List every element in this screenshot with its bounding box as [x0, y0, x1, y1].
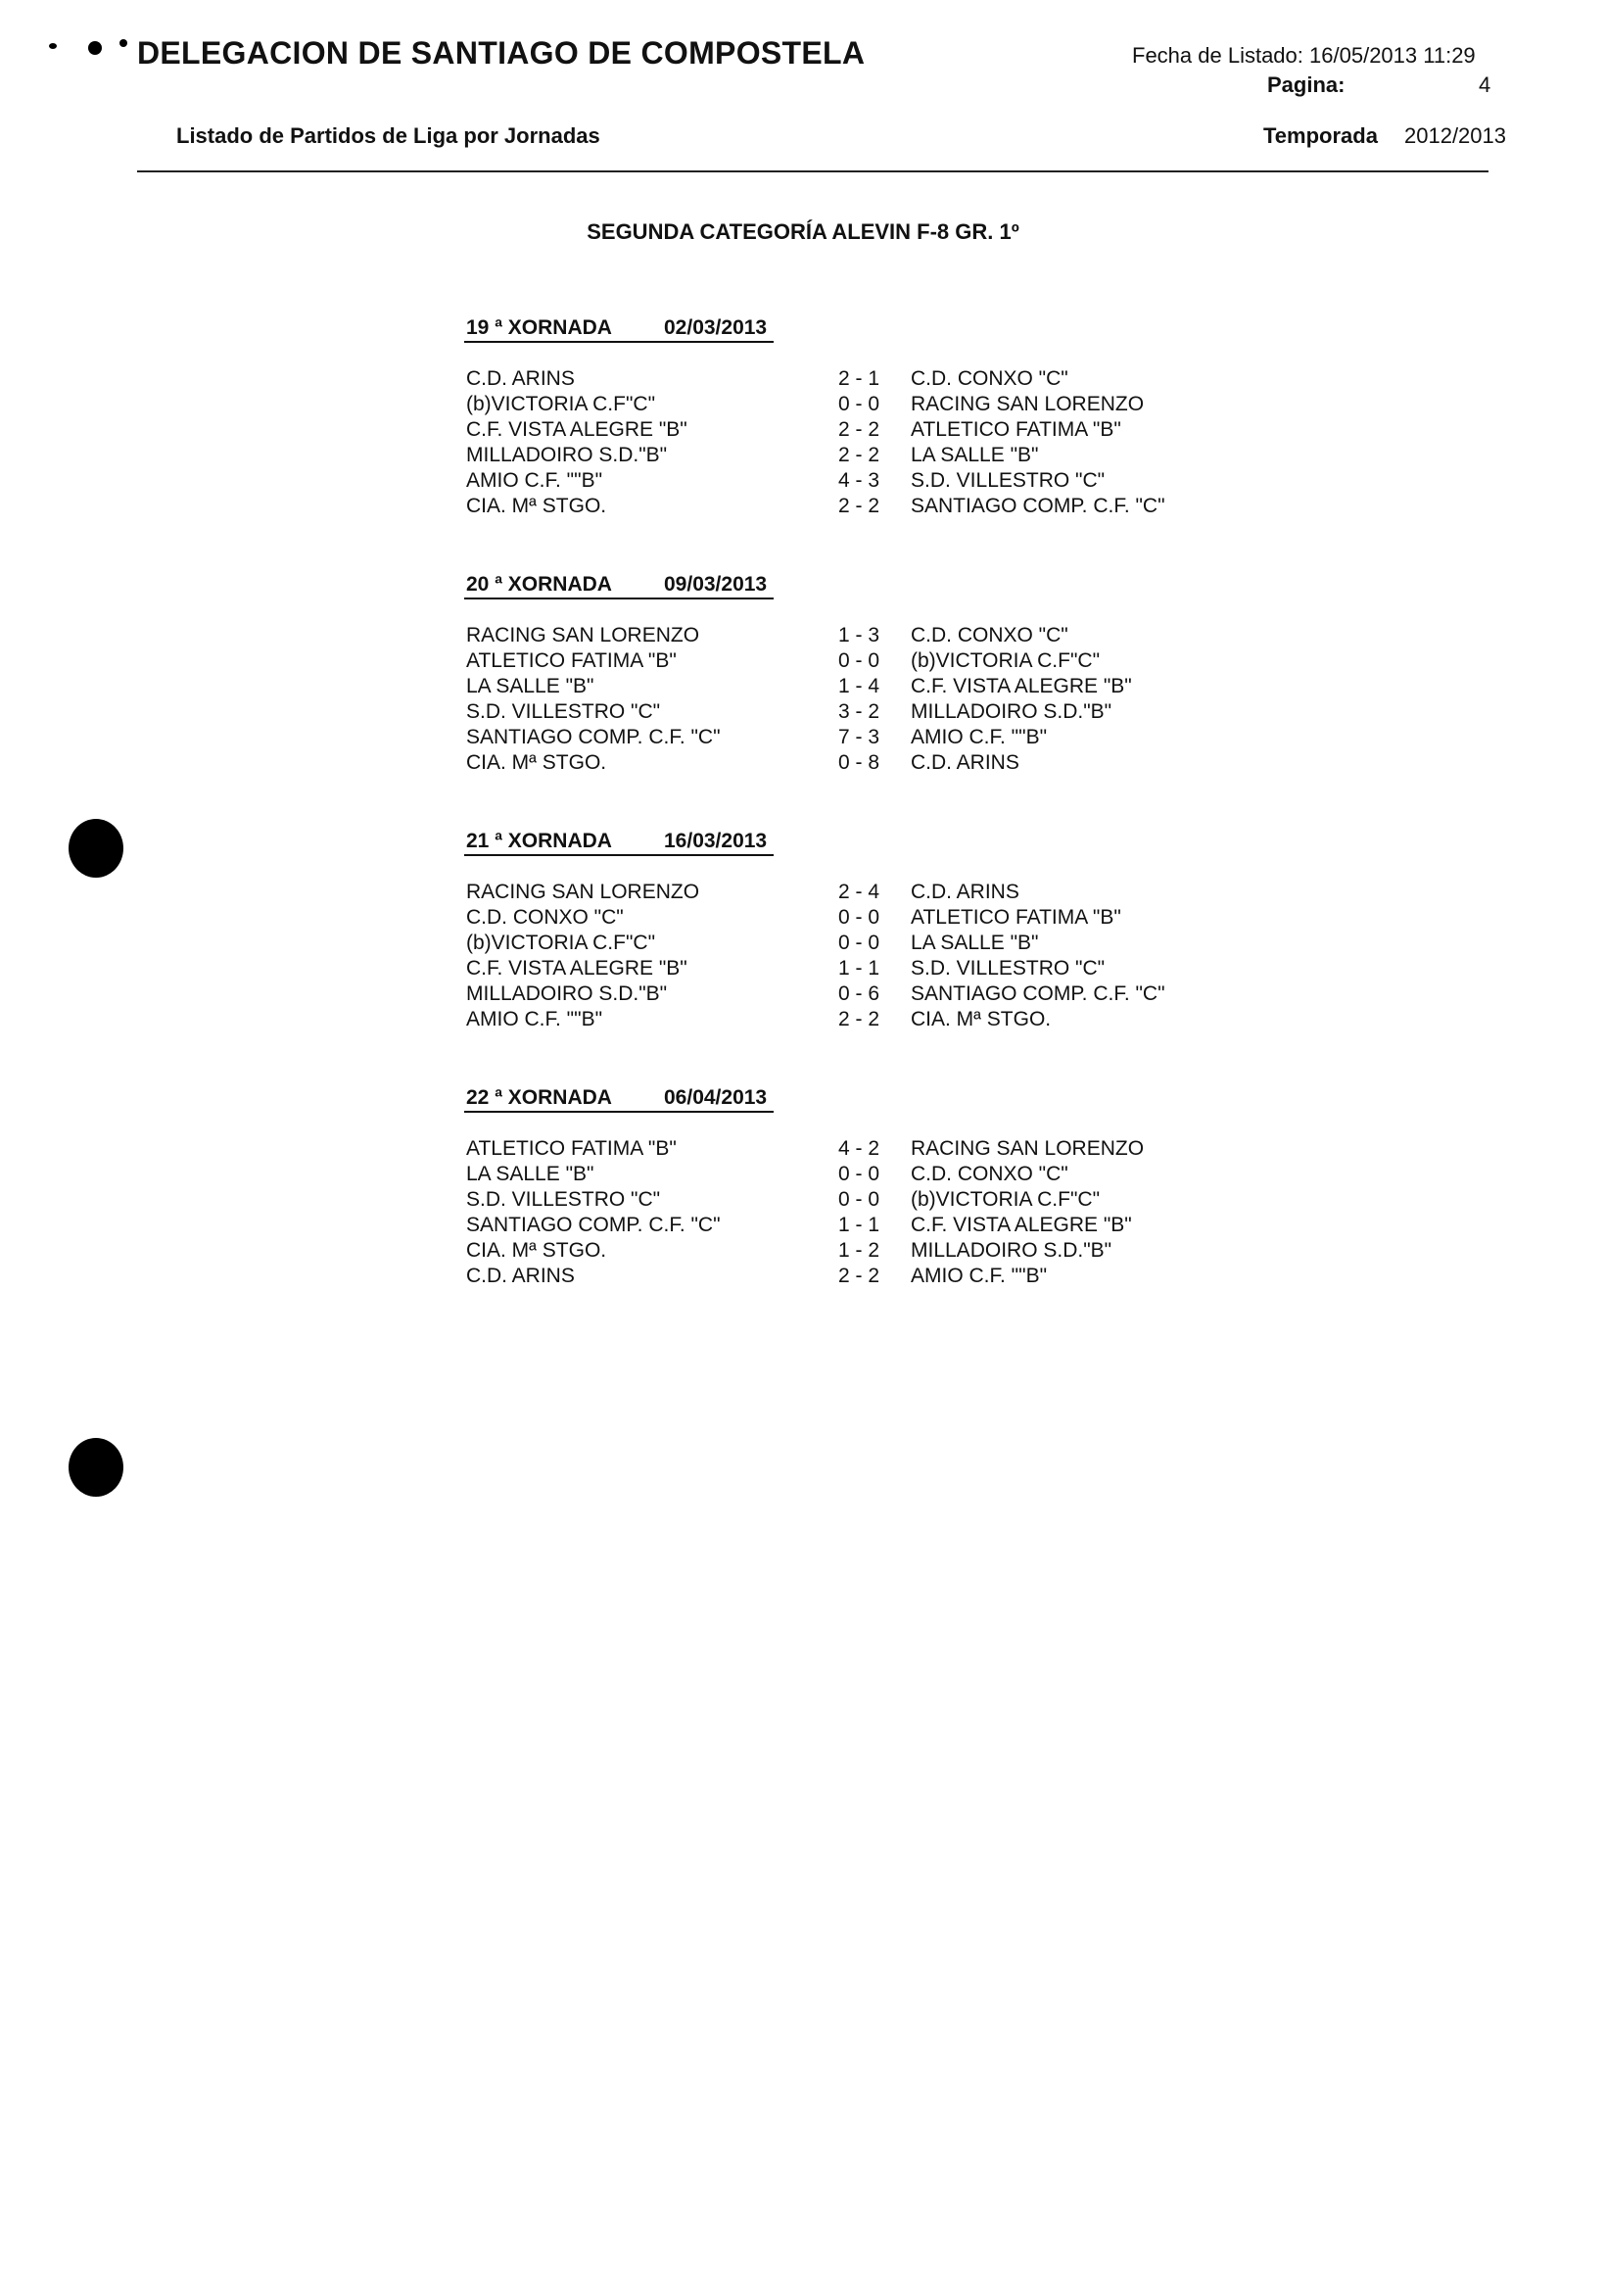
match-row — [464, 1137, 1208, 1163]
season-label: Temporada — [1263, 123, 1378, 148]
away-team: C.F. VISTA ALEGRE "B" — [911, 1214, 1132, 1236]
match-score: 0 - 0 — [838, 1163, 880, 1185]
home-team: AMIO C.F. ""B" — [466, 469, 603, 492]
home-team: CIA. Mª STGO. — [466, 751, 607, 774]
match-score: 0 - 0 — [838, 1188, 880, 1211]
away-team: C.F. VISTA ALEGRE "B" — [911, 675, 1132, 697]
match-score: 2 - 2 — [838, 444, 880, 466]
match-score: 0 - 0 — [838, 906, 880, 929]
home-team: SANTIAGO COMP. C.F. "C" — [466, 1214, 721, 1236]
listing-date-value: 16/05/2013 11:29 — [1309, 43, 1476, 68]
match-score: 1 - 4 — [838, 675, 880, 697]
round-name: 19 ª XORNADA — [466, 316, 612, 339]
match-score: 2 - 2 — [838, 495, 880, 517]
away-team: RACING SAN LORENZO — [911, 393, 1145, 415]
match-row — [464, 367, 1208, 393]
match-score: 1 - 1 — [838, 1214, 880, 1236]
match-score: 0 - 8 — [838, 751, 880, 774]
match-row — [464, 957, 1208, 982]
away-team: S.D. VILLESTRO "C" — [911, 957, 1106, 980]
header-divider — [137, 170, 1488, 172]
home-team: ATLETICO FATIMA "B" — [466, 649, 677, 672]
match-score: 0 - 0 — [838, 649, 880, 672]
match-score: 1 - 3 — [838, 624, 880, 646]
away-team: AMIO C.F. ""B" — [911, 726, 1048, 748]
round-header — [464, 311, 774, 343]
match-score: 7 - 3 — [838, 726, 880, 748]
match-row — [464, 751, 1208, 777]
listing-date-label: Fecha de Listado: — [1132, 43, 1303, 68]
match-row — [464, 700, 1208, 726]
away-team: MILLADOIRO S.D."B" — [911, 1239, 1112, 1262]
home-team: C.D. CONXO "C" — [466, 906, 624, 929]
match-row — [464, 881, 1208, 906]
away-team: S.D. VILLESTRO "C" — [911, 469, 1106, 492]
match-score: 2 - 2 — [838, 418, 880, 441]
away-team: MILLADOIRO S.D."B" — [911, 700, 1112, 723]
away-team: CIA. Mª STGO. — [911, 1008, 1052, 1030]
punch-hole-bottom — [69, 1438, 123, 1497]
match-score: 0 - 6 — [838, 982, 880, 1005]
away-team: RACING SAN LORENZO — [911, 1137, 1145, 1160]
away-team: LA SALLE "B" — [911, 932, 1039, 954]
listing-date — [1132, 43, 1476, 69]
match-score: 2 - 2 — [838, 1008, 880, 1030]
away-team: (b)VICTORIA C.F"C" — [911, 649, 1101, 672]
round-21 — [464, 825, 1208, 1033]
round-name: 22 ª XORNADA — [466, 1086, 612, 1109]
round-date: 16/03/2013 — [664, 830, 768, 852]
match-row — [464, 1239, 1208, 1265]
match-row — [464, 1265, 1208, 1290]
home-team: MILLADOIRO S.D."B" — [466, 982, 668, 1005]
document-title: DELEGACION DE SANTIAGO DE COMPOSTELA — [137, 35, 866, 71]
home-team: CIA. Mª STGO. — [466, 1239, 607, 1262]
listing-subtitle: Listado de Partidos de Liga por Jornadas — [176, 123, 600, 148]
match-row — [464, 495, 1208, 520]
home-team: ATLETICO FATIMA "B" — [466, 1137, 677, 1160]
match-row — [464, 726, 1208, 751]
home-team: SANTIAGO COMP. C.F. "C" — [466, 726, 721, 748]
page-number: 4 — [1479, 72, 1491, 97]
match-score: 2 - 2 — [838, 1265, 880, 1287]
away-team: C.D. ARINS — [911, 751, 1019, 774]
match-score: 2 - 4 — [838, 881, 880, 903]
away-team: ATLETICO FATIMA "B" — [911, 418, 1121, 441]
away-team: C.D. CONXO "C" — [911, 1163, 1068, 1185]
home-team: RACING SAN LORENZO — [466, 881, 700, 903]
away-team: AMIO C.F. ""B" — [911, 1265, 1048, 1287]
match-row — [464, 1163, 1208, 1188]
round-name: 21 ª XORNADA — [466, 830, 612, 852]
away-team: C.D. CONXO "C" — [911, 367, 1068, 390]
away-team: ATLETICO FATIMA "B" — [911, 906, 1121, 929]
match-score: 0 - 0 — [838, 932, 880, 954]
home-team: C.F. VISTA ALEGRE "B" — [466, 957, 687, 980]
match-score: 4 - 3 — [838, 469, 880, 492]
away-team: C.D. ARINS — [911, 881, 1019, 903]
home-team: RACING SAN LORENZO — [466, 624, 700, 646]
match-score: 2 - 1 — [838, 367, 880, 390]
match-row — [464, 932, 1208, 957]
home-team: (b)VICTORIA C.F"C" — [466, 932, 656, 954]
away-team: SANTIAGO COMP. C.F. "C" — [911, 495, 1165, 517]
home-team: MILLADOIRO S.D."B" — [466, 444, 668, 466]
round-19 — [464, 311, 1208, 520]
home-team: (b)VICTORIA C.F"C" — [466, 393, 656, 415]
match-row — [464, 649, 1208, 675]
match-score: 4 - 2 — [838, 1137, 880, 1160]
home-team: LA SALLE "B" — [466, 675, 594, 697]
home-team: LA SALLE "B" — [466, 1163, 594, 1185]
match-score: 1 - 1 — [838, 957, 880, 980]
match-row — [464, 469, 1208, 495]
season-value: 2012/2013 — [1404, 123, 1506, 148]
match-score: 0 - 0 — [838, 393, 880, 415]
match-row — [464, 393, 1208, 418]
home-team: S.D. VILLESTRO "C" — [466, 1188, 661, 1211]
page-label: Pagina: — [1267, 72, 1346, 97]
round-date: 06/04/2013 — [664, 1086, 768, 1109]
home-team: S.D. VILLESTRO "C" — [466, 700, 661, 723]
match-row — [464, 418, 1208, 444]
home-team: CIA. Mª STGO. — [466, 495, 607, 517]
match-score: 1 - 2 — [838, 1239, 880, 1262]
round-header — [464, 1081, 774, 1113]
match-row — [464, 624, 1208, 649]
match-row — [464, 982, 1208, 1008]
match-row — [464, 1188, 1208, 1214]
away-team: SANTIAGO COMP. C.F. "C" — [911, 982, 1165, 1005]
home-team: AMIO C.F. ""B" — [466, 1008, 603, 1030]
round-name: 20 ª XORNADA — [466, 573, 612, 596]
category-title: SEGUNDA CATEGORÍA ALEVIN F-8 GR. 1º — [587, 219, 1019, 244]
home-team: C.F. VISTA ALEGRE "B" — [466, 418, 687, 441]
round-22 — [464, 1081, 1208, 1290]
away-team: C.D. CONXO "C" — [911, 624, 1068, 646]
match-row — [464, 1214, 1208, 1239]
round-header — [464, 825, 774, 856]
away-team: (b)VICTORIA C.F"C" — [911, 1188, 1101, 1211]
match-row — [464, 1008, 1208, 1033]
round-header — [464, 568, 774, 599]
match-row — [464, 675, 1208, 700]
away-team: LA SALLE "B" — [911, 444, 1039, 466]
home-team: C.D. ARINS — [466, 1265, 575, 1287]
round-date: 02/03/2013 — [664, 316, 768, 339]
home-team: C.D. ARINS — [466, 367, 575, 390]
match-row — [464, 906, 1208, 932]
round-date: 09/03/2013 — [664, 573, 768, 596]
punch-hole-top — [69, 819, 123, 878]
match-score: 3 - 2 — [838, 700, 880, 723]
round-20 — [464, 568, 1208, 777]
match-row — [464, 444, 1208, 469]
